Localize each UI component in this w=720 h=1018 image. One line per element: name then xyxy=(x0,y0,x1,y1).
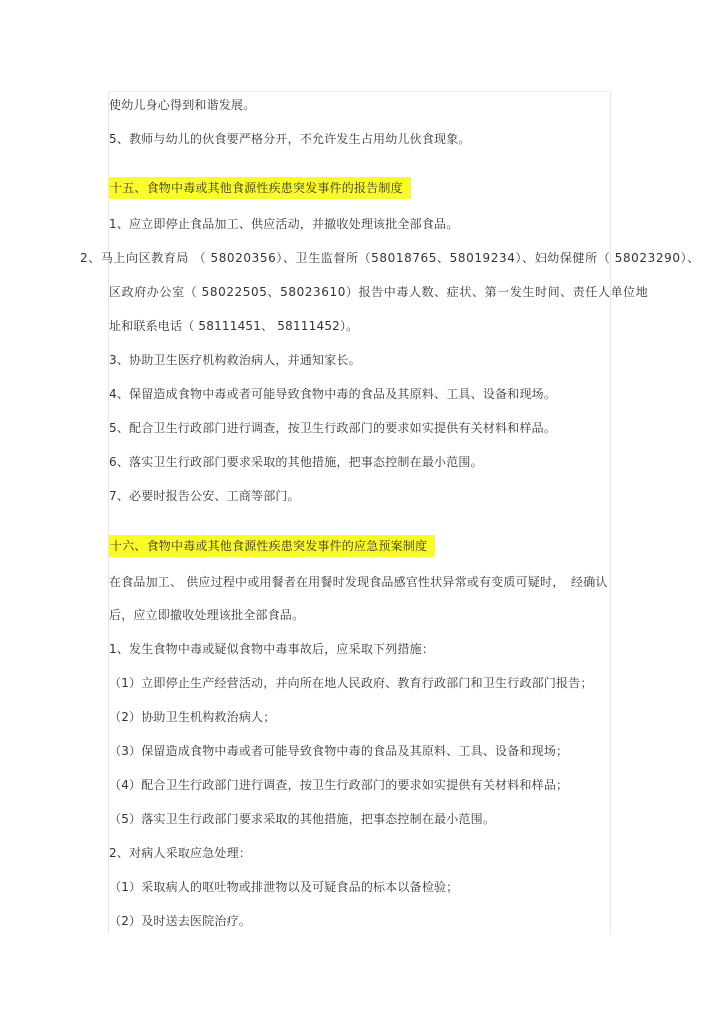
s15-item-6: 6、落实卫生行政部门要求采取的其他措施，把事态控制在最小范围。 xyxy=(109,455,483,469)
s16-sub-1: （1）立即停止生产经营活动，并向所在地人民政府、教育行政部门和卫生行政部门报告； xyxy=(109,676,593,690)
s16-sub-3: （3）保留造成食物中毒或者可能导致食物中毒的食品及其原料、工具、设备和现场； xyxy=(109,744,569,758)
s15-item-1: 1、应立即停止食品加工、供应活动，并撤收处理该批全部食品。 xyxy=(109,217,459,231)
highlight-mark: 十六、食物中毒或其他食源性疾患突发事件的应急预案制度 xyxy=(109,535,435,557)
s16-item-2-sub-2: （2）及时送去医院治疗。 xyxy=(109,914,252,928)
s16-sub-5: （5）落实卫生行政部门要求采取的其他措施，把事态控制在最小范围。 xyxy=(109,812,496,826)
line-top: 使幼儿身心得到和谐发展。 xyxy=(109,98,256,112)
s16-item-1: 1、发生食物中毒或疑似食物中毒事故后，应采取下列措施： xyxy=(109,642,435,656)
s15-item-2-cont-2: 址和联系电话（ 58111451、 58111452）。 xyxy=(109,319,359,333)
s15-item-4: 4、保留造成食物中毒或者可能导致食物中毒的食品及其原料、工具、设备和现场。 xyxy=(109,387,557,401)
s16-item-2: 2、对病人采取应急处理： xyxy=(109,846,252,860)
s16-sub-2: （2）协助卫生机构救治病人； xyxy=(109,710,276,724)
s16-intro-2: 后，应立即撤收处理该批全部食品。 xyxy=(109,608,305,622)
section-16-heading xyxy=(109,538,435,554)
s15-item-3: 3、协助卫生医疗机构救治病人，并通知家长。 xyxy=(109,353,361,367)
s15-item-2: 2、马上向区教育局 （ 58020356）、卫生监督所（58018765、58019234）、妇幼保健所（ 58023290）、 xyxy=(80,251,700,265)
highlight-mark: 十五、食物中毒或其他食源性疾患突发事件的报告制度 xyxy=(109,177,411,199)
s16-sub-4: （4）配合卫生行政部门进行调查，按卫生行政部门的要求如实提供有关材料和样品； xyxy=(109,778,569,792)
s15-item-5: 5、配合卫生行政部门进行调查，按卫生行政部门的要求如实提供有关材料和样品。 xyxy=(109,421,557,435)
s15-item-7: 7、必要时报告公安、工商等部门。 xyxy=(109,489,300,503)
s15-item-2-cont-1: 区政府办公室（ 58022505、58023610）报告中毒人数、症状、第一发生时间、责任人单位地 xyxy=(109,285,649,299)
line-item-5: 5、教师与幼儿的伙食要严格分开，不允许发生占用幼儿伙食现象。 xyxy=(109,132,471,146)
s16-intro-1: 在食品加工、 供应过程中或用餐者在用餐时发现食品感官性状异常或有变质可疑时， xyxy=(109,575,565,589)
s16-item-2-sub-1: （1）采取病人的呕吐物或排泄物以及可疑食品的标本以备检验； xyxy=(109,880,459,894)
section-15-heading xyxy=(109,180,411,196)
s16-intro-1-end: 经确认 xyxy=(571,575,608,589)
